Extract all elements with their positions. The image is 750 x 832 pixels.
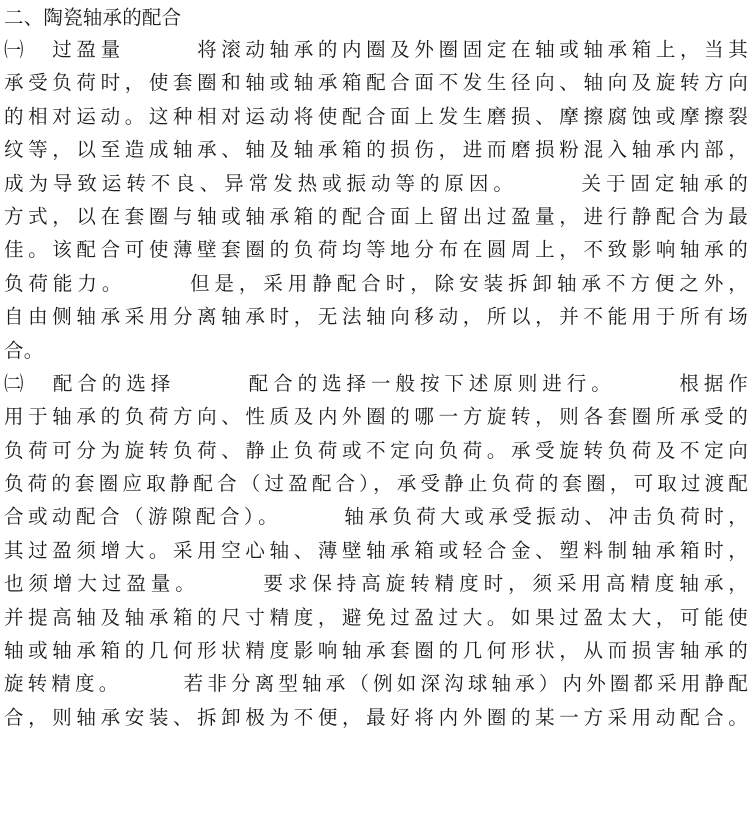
watermark-overlay xyxy=(586,782,736,816)
text-line: 用于轴承的负荷方向、性质及内外圈的哪一方旋转，则各套圈所承受的 xyxy=(4,405,748,429)
text-line: 负荷可分为旋转负荷、静止负荷或不定向负荷。承受旋转负荷及不定向 xyxy=(4,438,748,462)
text-line: ㈠ 过盈量 将滚动轴承的内圈及外圈固定在轴或轴承箱上，当其 xyxy=(4,38,748,61)
text-line: 其过盈须增大。采用空心轴、薄壁轴承箱或轻合金、塑料制轴承箱时， xyxy=(4,538,748,562)
text-line: 并提高轴及轴承箱的尺寸精度，避免过盈过大。如果过盈太大，可能使 xyxy=(4,605,748,629)
text-line: 的相对运动。这种相对运动将使配合面上发生磨损、摩擦腐蚀或摩擦裂 xyxy=(4,104,748,128)
text-line: 合，则轴承安装、拆卸极为不便，最好将内外圈的某一方采用动配合。 xyxy=(4,705,748,729)
text-line: ㈡ 配合的选择 配合的选择一般按下述原则进行。 根据作 xyxy=(4,371,748,395)
text-line: 合。 xyxy=(4,338,44,362)
text-line: 佳。该配合可使薄壁套圈的负荷均等地分布在圆周上，不致影响轴承的 xyxy=(4,238,748,262)
text-line: 纹等，以至造成轴承、轴及轴承箱的损伤，进而磨损粉混入轴承内部， xyxy=(4,138,748,162)
text-line: 也须增大过盈量。 要求保持高旋转精度时，须采用高精度轴承， xyxy=(4,572,748,596)
text-line: 成为导致运转不良、异常发热或振动等的原因。 关于固定轴承的 xyxy=(4,171,748,195)
text-line: 负荷的套圈应取静配合（过盈配合），承受静止负荷的套圈，可取过渡配 xyxy=(4,472,748,496)
text-line: 旋转精度。 若非分离型轴承（例如深沟球轴承）内外圈都采用静配 xyxy=(4,672,748,696)
text-line: 自由侧轴承采用分离轴承时，无法轴向移动，所以，并不能用于所有场 xyxy=(4,305,748,329)
section-heading: 二、陶瓷轴承的配合 xyxy=(4,6,182,29)
text-line: 负荷能力。 但是，采用静配合时，除安装拆卸轴承不方便之外， xyxy=(4,271,748,295)
text-line: 承受负荷时，使套圈和轴或轴承箱配合面不发生径向、轴向及旋转方向 xyxy=(4,71,748,95)
text-line: 合或动配合（游隙配合）。 轴承负荷大或承受振动、冲击负荷时， xyxy=(4,505,748,529)
text-line: 方式，以在套圈与轴或轴承箱的配合面上留出过盈量，进行静配合为最 xyxy=(4,204,748,228)
text-line: 轴或轴承箱的几何形状精度影响轴承套圈的几何形状，从而损害轴承的 xyxy=(4,639,748,663)
document-body xyxy=(4,2,748,734)
